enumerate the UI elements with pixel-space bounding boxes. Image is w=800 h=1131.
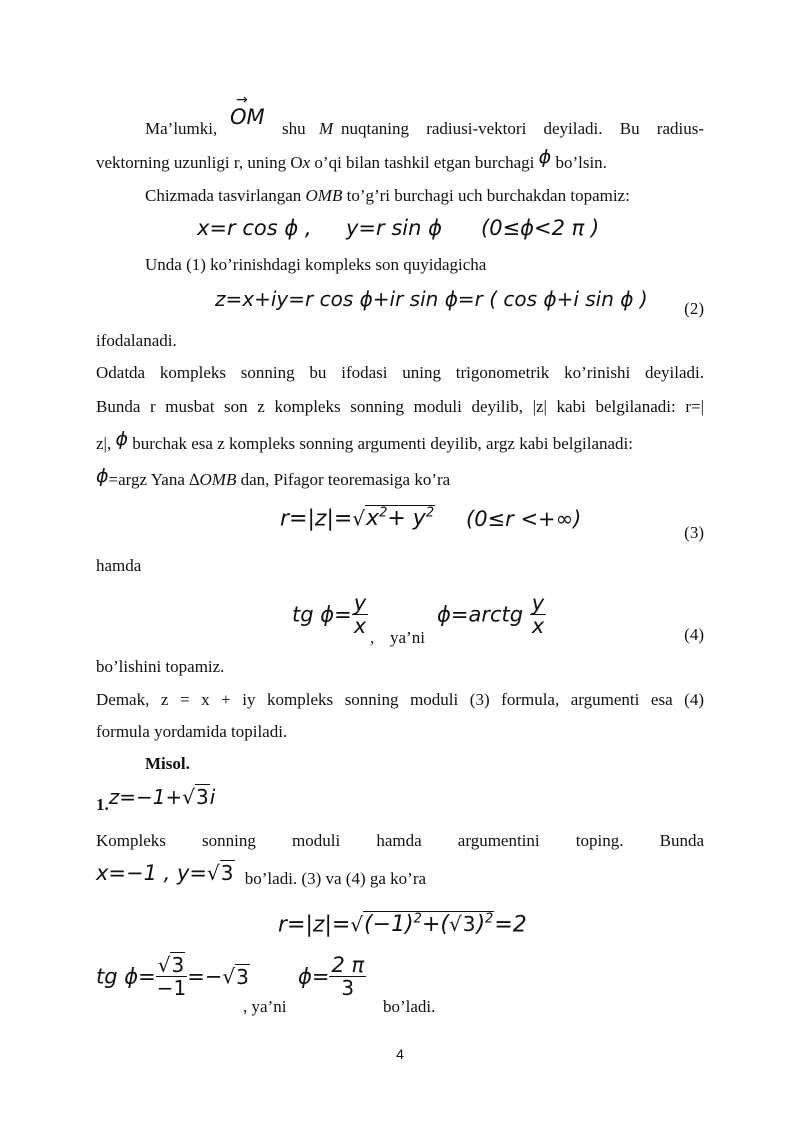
paragraph-line: Demak, z = x + iy kompleks sonning moduli (3) formula, argumenti esa (4): [96, 690, 704, 709]
paragraph-line: formula yordamida topiladi.: [96, 722, 288, 741]
section-heading: Misol.: [145, 754, 190, 773]
paragraph-line: Kompleks sonning moduli hamda argumentini toping. Bunda: [96, 831, 704, 850]
equation-number: (2): [684, 299, 704, 318]
example-1: 1.z=−1+√3i: [96, 785, 216, 814]
equation-4: tg ϕ= $\frac{y}{x}$: [292, 591, 367, 638]
paragraph-line: vektorning uzunligi r, uning Ox o’qi bilan tashkil etgan burchagi ϕ bo’lsin.: [96, 146, 607, 172]
paragraph-line: z|, ϕ burchak esa z kompleks sonning argumenti deyilib, argz kabi belgilanadi:: [96, 428, 633, 453]
page-number: 4: [396, 1046, 404, 1062]
yani-label: ya’ni: [390, 628, 425, 647]
vector-om: → OM: [230, 92, 265, 129]
paragraph-line: Unda (1) ko’rinishdagi kompleks son quyidagicha: [145, 255, 487, 274]
equation-7b: ϕ= $\frac{2 \pi}{3}$: [298, 953, 365, 1000]
equation-number: (4): [684, 625, 704, 644]
paragraph-line: Odatda kompleks sonning bu ifodasi uning trigonometrik ko’rinishi deyiladi.: [96, 363, 704, 382]
equation-4b: ϕ=arctg $\frac{y}{x}$: [437, 591, 545, 638]
yani-label: , ya’ni: [243, 997, 287, 1016]
paragraph-line: ϕ=argz Yana ∆OMB dan, Pifagor teoremasiga ko’ra: [96, 465, 451, 489]
paragraph-line: hamda: [96, 556, 142, 575]
equation-3: $r=|z|=√x^2+ y^2$: [280, 506, 435, 532]
paragraph-line: ifodalanadi.: [96, 331, 177, 350]
equation-1c: (0≤ϕ<2 π ): [481, 216, 600, 240]
equation-7: tg ϕ= $\frac{√3}{-1}$ =−√3: [96, 953, 249, 1000]
equation-3b: (0≤r <+∞): [466, 507, 582, 531]
paragraph-line: Ma’lumki, → OM shu M nuqtaning radiusi-vektori deyiladi. Bu radius-: [145, 92, 704, 138]
equation-6: $r=|z|=√(-1)^2+(√3)^2=2$: [278, 912, 527, 938]
equation-1b: y=r sin ϕ: [346, 216, 442, 240]
equation-2: z=x+iy=r cos ϕ+ir sin ϕ=r ( cos ϕ+i sin ϕ ): [215, 287, 648, 311]
comma: ,: [370, 628, 375, 647]
equation-1: x=r cos ϕ ,: [197, 216, 312, 240]
boladi-label: bo’ladi.: [383, 997, 436, 1016]
equation-number: (3): [684, 523, 704, 542]
paragraph-line: bo’lishini topamiz.: [96, 657, 225, 676]
paragraph-line: Chizmada tasvirlangan OMB to’g’ri burchagi uch burchakdan topamiz:: [145, 186, 630, 205]
paragraph-line: x=−1 , y=√3 bo’ladi. (3) va (4) ga ko’ra: [96, 861, 427, 888]
paragraph-line: Bunda r musbat son z kompleks sonning moduli deyilib, |z| kabi belgilanadi: r=|: [96, 397, 704, 416]
